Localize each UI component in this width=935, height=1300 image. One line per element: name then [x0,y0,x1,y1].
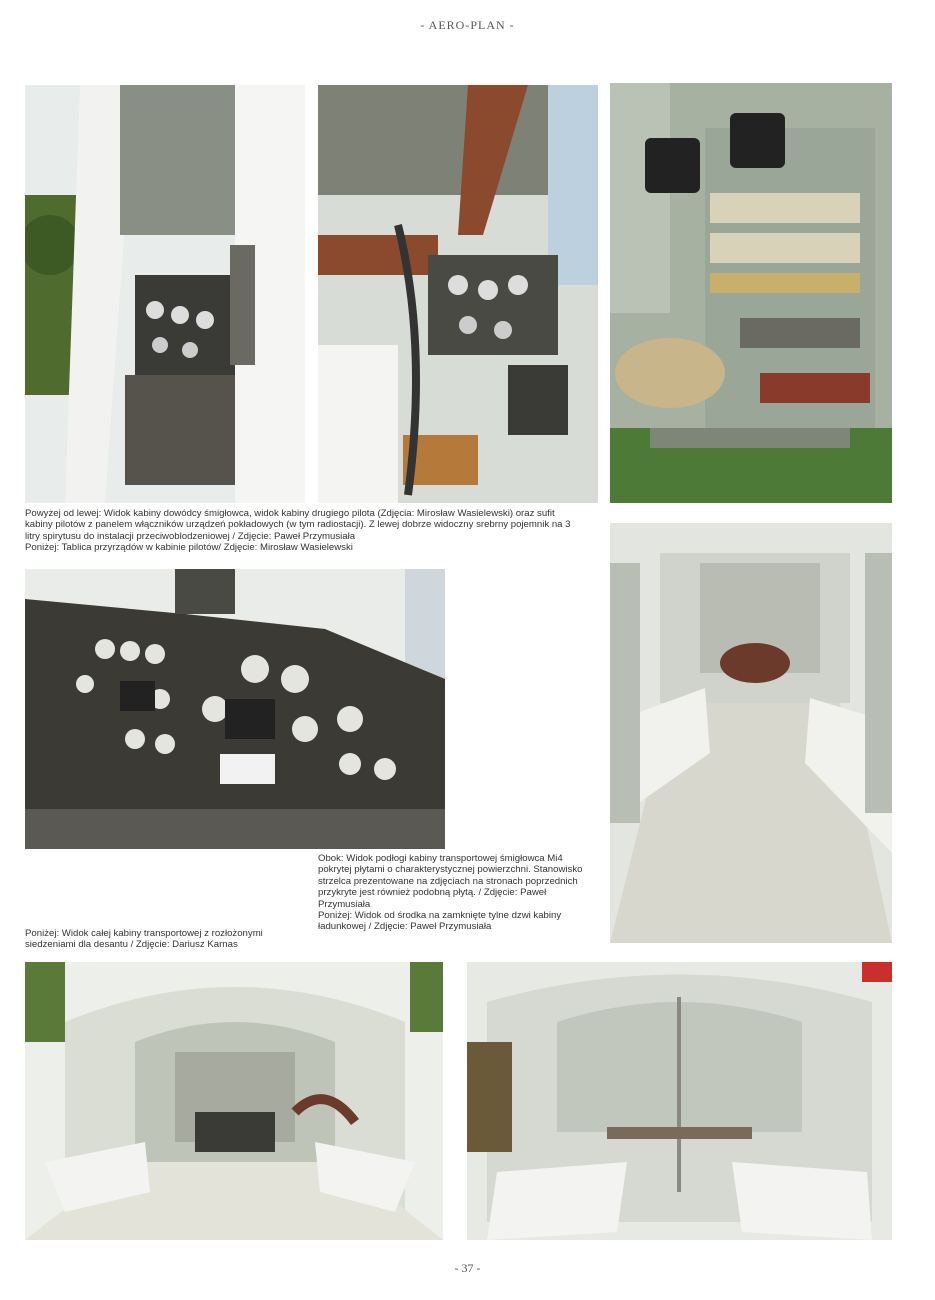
caption-middle-left [25,928,305,951]
caption-top-line-2: Poniżej: Tablica przyrządów w kabinie pilotów/ Zdjęcie: Mirosław Wasielewski [25,542,353,554]
running-title: - AERO-PLAN - [420,18,515,32]
photo-transport-cabin-floor [610,523,892,943]
caption-middle-right-line-1: Obok: Widok podłogi kabiny transportowej śmigłowca Mi4 pokrytej płytami o charakterystycznej powierzchni. Stanowisko strzelca prezentowane na zdjęciach na stronach poprzednich przykryte jest również podobną płytą. / Zdjęcie: Paweł Przymusiała [318,853,583,910]
page-number: - 37 - [454,1261,481,1275]
photo-commander-cockpit [25,85,305,503]
photo-instrument-panel [25,569,445,849]
caption-middle-right [318,853,586,933]
photo-rear-cargo-doors [467,962,892,1240]
caption-middle-right-line-2: Poniżej: Widok od środka na zamknięte tylne dzwi kabiny ładunkowej / Zdjęcie: Paweł Przymusiała [318,910,562,933]
photo-whole-transport-cabin [25,962,443,1240]
caption-top [25,508,585,554]
photo-ceiling-switch-panel [610,83,892,503]
photo-copilot-cockpit [318,85,598,503]
caption-middle-left-line-1: Poniżej: Widok całej kabiny transportowej z rozłożonymi siedzeniami dla desantu / Zdjęcie: Dariusz Karnas [25,928,263,951]
caption-top-line-1: Powyżej od lewej: Widok kabiny dowódcy śmigłowca, widok kabiny drugiego pilota (Zdjęcia: Mirosław Wasielewski) oraz sufit kabiny pilotów z panelem włączników urządzeń pokładowych (w tym radiostacji). Z lewej dobrze widoczny srebrny pojemnik na 3 litry spirytusu do instalacji przeciwoblodzeniowej / Zdjęcie: Paweł Przymusiała [25,508,571,542]
